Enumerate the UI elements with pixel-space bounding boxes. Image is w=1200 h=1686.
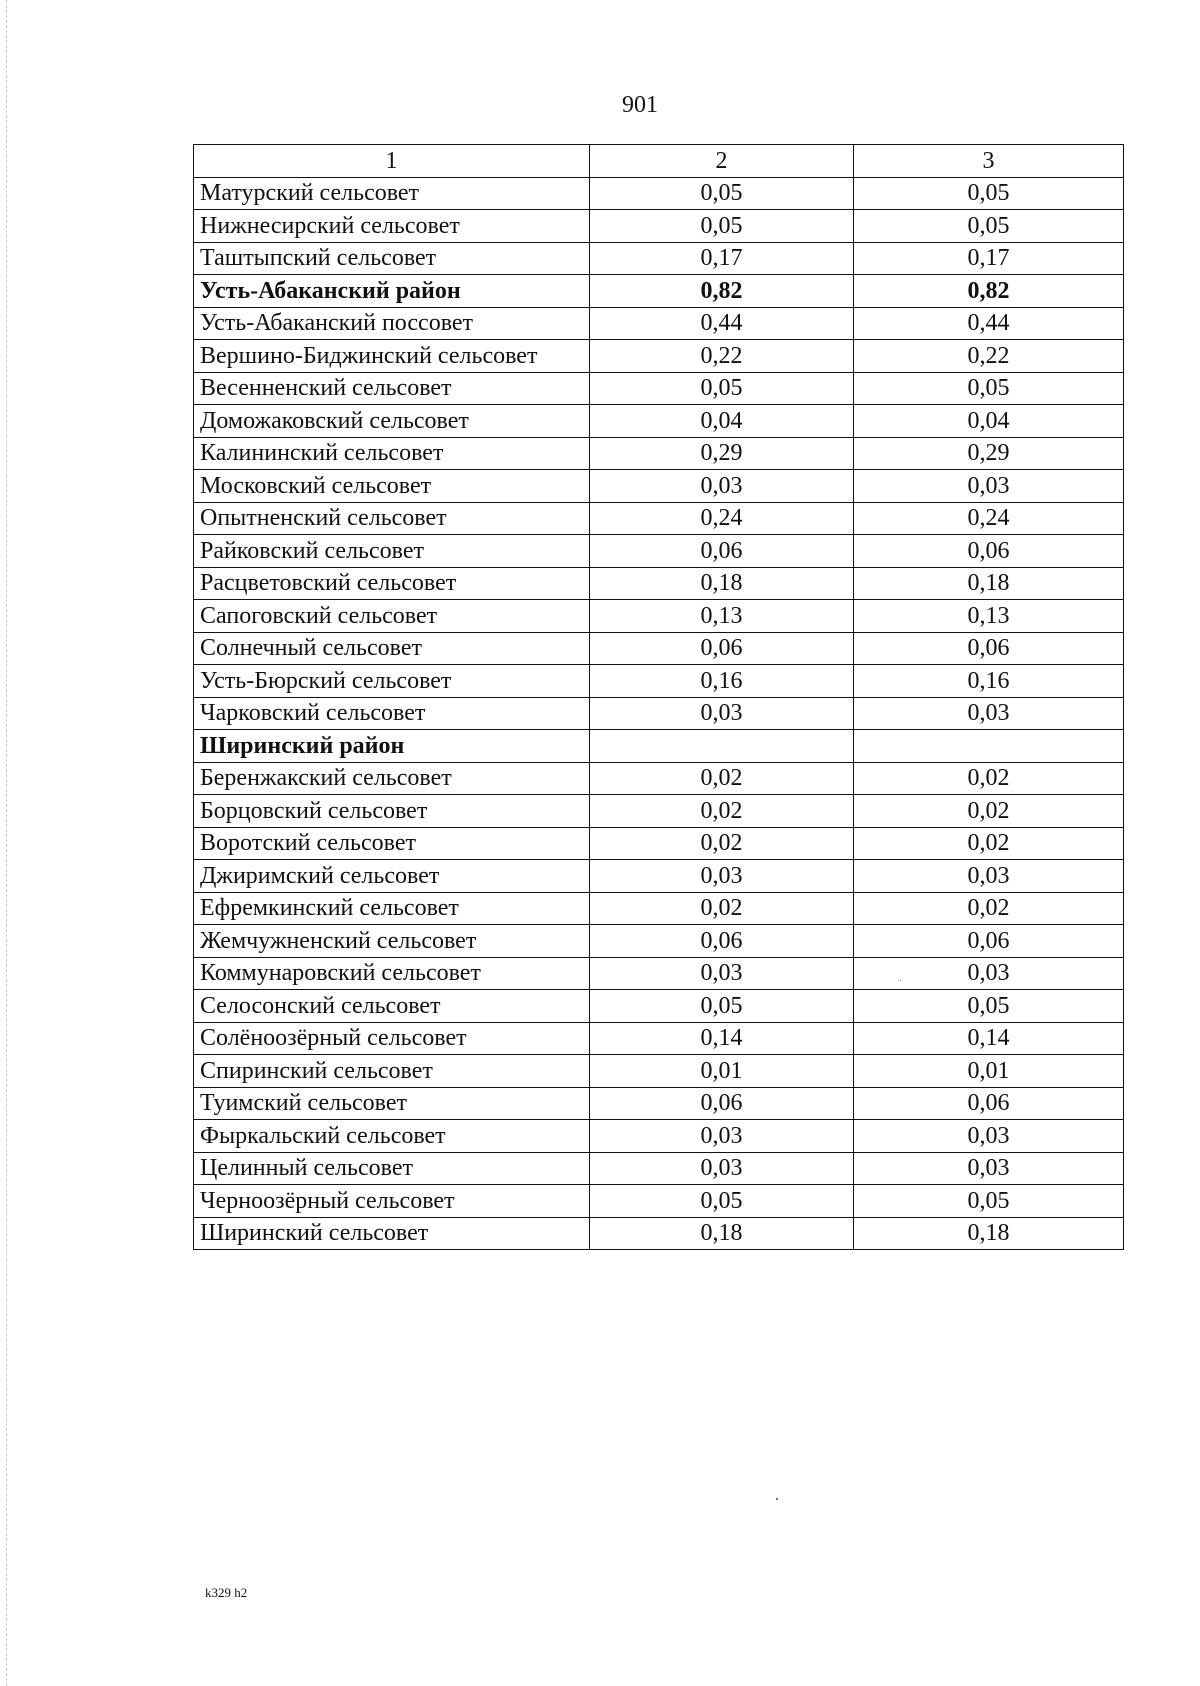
table-row: [194, 762, 1124, 795]
column-header-3: 3: [854, 145, 1124, 178]
row-value-col3-cell: 0,03: [854, 860, 1124, 893]
row-value-col2-cell: 0,82: [590, 275, 854, 308]
row-value-col2-cell: 0,05: [590, 1185, 854, 1218]
row-value-col3-cell: 0,05: [854, 372, 1124, 405]
row-value-col2-cell: 0,03: [590, 470, 854, 503]
table-row: [194, 957, 1124, 990]
row-name-cell: Жемчужненский сельсовет: [194, 925, 590, 958]
row-value-col3-cell: 0,44: [854, 307, 1124, 340]
row-value-col2-cell: 0,03: [590, 697, 854, 730]
page-number: 901: [622, 92, 658, 118]
row-value-col3-cell: 0,06: [854, 632, 1124, 665]
table-row: [194, 535, 1124, 568]
row-value-col2-cell: 0,01: [590, 1055, 854, 1088]
row-name-cell: Ширинский сельсовет: [194, 1217, 590, 1250]
row-value-col2-cell: 0,22: [590, 340, 854, 373]
row-value-col2-cell: 0,06: [590, 535, 854, 568]
row-value-col2-cell: 0,06: [590, 632, 854, 665]
table-row: [194, 632, 1124, 665]
row-name-cell: Райковский сельсовет: [194, 535, 590, 568]
row-value-col3-cell: 0,05: [854, 210, 1124, 243]
table-row: [194, 827, 1124, 860]
row-name-cell: Фыркальский сельсовет: [194, 1120, 590, 1153]
row-name-cell: Вершино-Биджинский сельсовет: [194, 340, 590, 373]
row-name-cell: Расцветовский сельсовет: [194, 567, 590, 600]
row-value-col2-cell: 0,17: [590, 242, 854, 275]
row-value-col2-cell: 0,03: [590, 1120, 854, 1153]
row-value-col3-cell: 0,16: [854, 665, 1124, 698]
row-value-col3-cell: 0,24: [854, 502, 1124, 535]
row-value-col3-cell: 0,03: [854, 957, 1124, 990]
row-name-cell: Калининский сельсовет: [194, 437, 590, 470]
row-value-col2-cell: 0,44: [590, 307, 854, 340]
row-value-col2-cell: 0,05: [590, 177, 854, 210]
row-value-col2-cell: 0,16: [590, 665, 854, 698]
table-row: [194, 307, 1124, 340]
row-value-col2-cell: 0,03: [590, 957, 854, 990]
row-name-cell: Нижнесирский сельсовет: [194, 210, 590, 243]
row-name-cell: Ефремкинский сельсовет: [194, 892, 590, 925]
row-value-col2-cell: 0,03: [590, 860, 854, 893]
row-name-cell: Опытненский сельсовет: [194, 502, 590, 535]
data-table: [193, 144, 1124, 1250]
row-name-cell: Джиримский сельсовет: [194, 860, 590, 893]
row-value-col2-cell: 0,24: [590, 502, 854, 535]
table-header-row: [194, 145, 1124, 178]
row-value-col3-cell: 0,03: [854, 470, 1124, 503]
row-value-col3-cell: 0,06: [854, 535, 1124, 568]
table-row: [194, 405, 1124, 438]
column-header-2: 2: [590, 145, 854, 178]
row-value-col3-cell: 0,05: [854, 177, 1124, 210]
row-name-cell: Таштыпский сельсовет: [194, 242, 590, 275]
row-name-cell: Спиринский сельсовет: [194, 1055, 590, 1088]
row-name-cell: Солёноозёрный сельсовет: [194, 1022, 590, 1055]
row-name-cell: Усть-Абаканский район: [194, 275, 590, 308]
table-row: [194, 795, 1124, 828]
table-row: [194, 600, 1124, 633]
row-value-col3-cell: 0,18: [854, 567, 1124, 600]
table-row: [194, 1055, 1124, 1088]
row-value-col3-cell: 0,17: [854, 242, 1124, 275]
row-value-col3-cell: 0,03: [854, 697, 1124, 730]
table-row: [194, 177, 1124, 210]
row-value-col2-cell: 0,29: [590, 437, 854, 470]
row-value-col3-cell: 0,06: [854, 1087, 1124, 1120]
row-name-cell: Селосонский сельсовет: [194, 990, 590, 1023]
table-row: [194, 242, 1124, 275]
row-value-col3-cell: 0,82: [854, 275, 1124, 308]
row-value-col2-cell: 0,18: [590, 1217, 854, 1250]
table-row: [194, 1185, 1124, 1218]
row-value-col3-cell: 0,06: [854, 925, 1124, 958]
row-name-cell: Матурский сельсовет: [194, 177, 590, 210]
row-name-cell: Солнечный сельсовет: [194, 632, 590, 665]
row-value-col2-cell: 0,06: [590, 1087, 854, 1120]
row-value-col3-cell: 0,01: [854, 1055, 1124, 1088]
row-value-col2-cell: 0,02: [590, 795, 854, 828]
table-body: [194, 177, 1124, 1250]
row-name-cell: Доможаковский сельсовет: [194, 405, 590, 438]
row-name-cell: Ширинский район: [194, 730, 590, 763]
row-value-col2-cell: 0,02: [590, 892, 854, 925]
row-value-col3-cell: 0,22: [854, 340, 1124, 373]
row-value-col2-cell: 0,06: [590, 925, 854, 958]
table-row: [194, 567, 1124, 600]
footer-code: k329 h2: [205, 1585, 248, 1600]
row-name-cell: Весенненский сельсовет: [194, 372, 590, 405]
row-name-cell: Чарковский сельсовет: [194, 697, 590, 730]
table-row: [194, 1217, 1124, 1250]
table-row: [194, 892, 1124, 925]
table-row: [194, 1022, 1124, 1055]
row-value-col3-cell: 0,13: [854, 600, 1124, 633]
row-name-cell: Черноозёрный сельсовет: [194, 1185, 590, 1218]
row-name-cell: Усть-Бюрский сельсовет: [194, 665, 590, 698]
row-value-col3-cell: 0,02: [854, 827, 1124, 860]
row-name-cell: Сапоговский сельсовет: [194, 600, 590, 633]
row-value-col3-cell: 0,18: [854, 1217, 1124, 1250]
row-value-col2-cell: 0,02: [590, 827, 854, 860]
table-row: [194, 502, 1124, 535]
row-value-col3-cell: 0,02: [854, 795, 1124, 828]
row-name-cell: Целинный сельсовет: [194, 1152, 590, 1185]
table-row: [194, 340, 1124, 373]
table-row: [194, 1120, 1124, 1153]
row-value-col3-cell: 0,02: [854, 892, 1124, 925]
row-name-cell: Воротский сельсовет: [194, 827, 590, 860]
row-value-col3-cell: 0,05: [854, 990, 1124, 1023]
table-row: [194, 665, 1124, 698]
row-value-col3-cell: 0,14: [854, 1022, 1124, 1055]
row-value-col2-cell: 0,18: [590, 567, 854, 600]
scan-edge-line: [6, 0, 7, 1686]
table-row: [194, 470, 1124, 503]
scan-speck: [900, 980, 901, 981]
table-row: [194, 275, 1124, 308]
table-row: [194, 1087, 1124, 1120]
row-name-cell: Борцовский сельсовет: [194, 795, 590, 828]
table-row: [194, 990, 1124, 1023]
column-header-1: 1: [194, 145, 590, 178]
row-value-col3-cell: 0,05: [854, 1185, 1124, 1218]
row-name-cell: Туимский сельсовет: [194, 1087, 590, 1120]
row-value-col2-cell: 0,03: [590, 1152, 854, 1185]
table-row: [194, 860, 1124, 893]
table-row: [194, 372, 1124, 405]
row-value-col3-cell: 0,29: [854, 437, 1124, 470]
row-value-col3-cell: 0,04: [854, 405, 1124, 438]
table-row: [194, 925, 1124, 958]
row-value-col2-cell: 0,05: [590, 210, 854, 243]
row-value-col3-cell: 0,03: [854, 1152, 1124, 1185]
row-value-col3-cell: 0,03: [854, 1120, 1124, 1153]
table-row: [194, 1152, 1124, 1185]
table-row: [194, 210, 1124, 243]
table-row: [194, 697, 1124, 730]
row-name-cell: Беренжакский сельсовет: [194, 762, 590, 795]
row-name-cell: Усть-Абаканский поссовет: [194, 307, 590, 340]
row-value-col2-cell: 0,13: [590, 600, 854, 633]
row-name-cell: Коммунаровский сельсовет: [194, 957, 590, 990]
row-value-col2-cell: [590, 730, 854, 763]
row-value-col2-cell: 0,05: [590, 990, 854, 1023]
scan-speck: [776, 1498, 778, 1500]
row-value-col2-cell: 0,02: [590, 762, 854, 795]
row-value-col2-cell: 0,05: [590, 372, 854, 405]
row-value-col3-cell: 0,02: [854, 762, 1124, 795]
row-value-col3-cell: [854, 730, 1124, 763]
row-value-col2-cell: 0,04: [590, 405, 854, 438]
table-row: [194, 730, 1124, 763]
row-name-cell: Московский сельсовет: [194, 470, 590, 503]
row-value-col2-cell: 0,14: [590, 1022, 854, 1055]
table-row: [194, 437, 1124, 470]
